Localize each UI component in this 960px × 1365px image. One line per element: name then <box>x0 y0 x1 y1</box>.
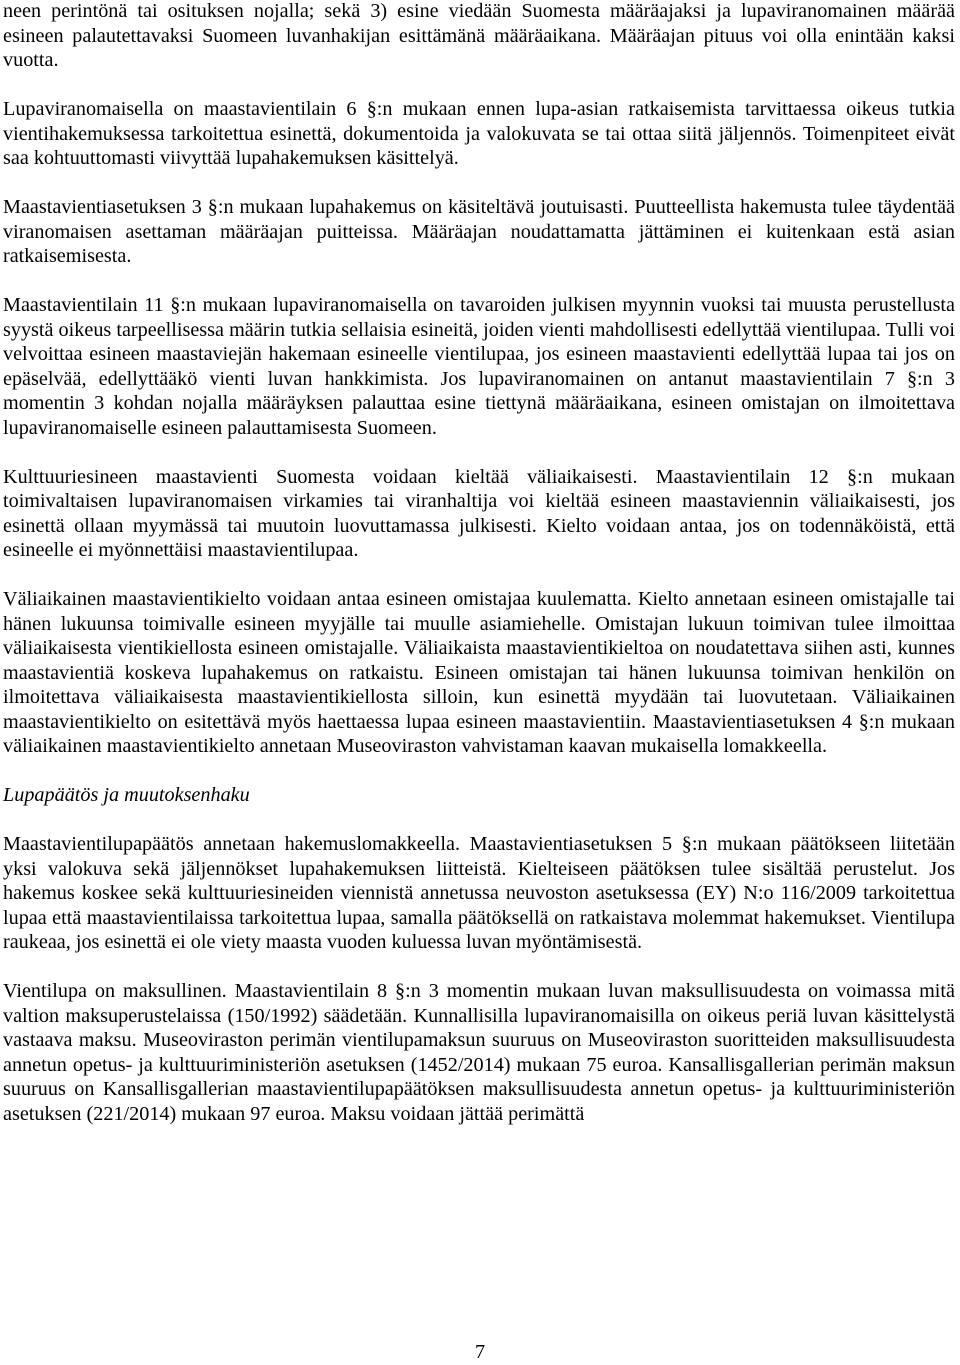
paragraph-temporary-ban-notice: Väliaikainen maastavientikielto voidaan antaa esineen omistajaa kuulematta. Kielto annetaan esineen omistajalle tai hänen lukuunsa toimivalle esineen myyjälle tai muulle asiamiehelle. Omistajan lukuun toimivan tulee ilmoittaa väliaikaisesta vientikiellosta esineen omistajalle. Väliaikaista maastavientikieltoa on noudatettava siihen asti, kunnes maastavientiä koskeva lupahakemus on ratkaistu. Esineen omistajan tai hänen lukuunsa toimivan henkilön on ilmoitettava väliaikaisesta maastavientikiellosta silloin, kun esinettä myydään tai luovutetaan. Väliaikainen maastavientikielto on esitettävä myös haettaessa lupaa esineen maastavientiin. Maastavientiasetuksen 4 §:n mukaan väliaikainen maastavientikielto annetaan Museoviraston vahvistaman kaavan mukaisella lomakkeella. <box>3 588 955 757</box>
section-heading-decision-appeal: Lupapäätös ja muutoksenhaku <box>3 784 250 806</box>
paragraph-customs-inspection: Maastavientilain 11 §:n mukaan lupaviranomaisella on tavaroiden julkisen myynnin vuoksi tai muusta perustellusta syystä oikeus tarpeellisessa määrin tutkia sellaisia esineitä, joiden vienti mahdollisesti edellyttää vientilupaa. Tulli voi velvoittaa esineen maastaviejän hakemaan esineelle vientilupaa, jos esineen maastavienti edellyttää lupaa tai jos on epäselvää, edellyttääkö vienti luvan hankkimista. Jos lupaviranomainen on antanut maastavientilain 7 §:n 3 momentin 3 kohdan nojalla määräyksen palauttaa esine tiettynä määräaikana, esineen omistajan on ilmoitettava lupaviranomaiselle esineen palauttamisesta Suomeen. <box>3 294 955 439</box>
paragraph-export-conditions: neen perintönä tai osituksen nojalla; sekä 3) esine viedään Suomesta määräajaksi ja lupaviranomainen määrää esineen palautettavaksi Suomeen luvanhakijan esittämänä määräaikana. Määräajan pituus voi olla enintään kaksi vuotta. <box>3 0 955 71</box>
page-number: 7 <box>474 1341 486 1363</box>
paragraph-temporary-ban: Kulttuuriesineen maastavienti Suomesta voidaan kieltää väliaikaisesti. Maastavientilain 12 §:n mukaan toimivaltaisen lupaviranomaisen virkamies tai viranhaltija voi kieltää esineen maastaviennin väliaikaisesti, jos esinettä ollaan myymässä tai muutoin luovuttamassa julkisesti. Kielto voidaan antaa, jos on todennäköistä, että esineelle ei myönnettäisi maastavientilupaa. <box>3 465 955 561</box>
paragraph-processing-time: Maastavientiasetuksen 3 §:n mukaan lupahakemus on käsiteltävä joutuisasti. Puutteellista hakemusta tulee täydentää viranomaisen asettaman määräajan puitteissa. Määräajan noudattamatta jättäminen ei kuitenkaan estä asian ratkaisemisesta. <box>3 196 955 267</box>
document-body <box>3 0 955 1151</box>
paragraph-permit-decision: Maastavientilupapäätös annetaan hakemuslomakkeella. Maastavientiasetuksen 5 §:n mukaan päätökseen liitetään yksi valokuva sekä jäljennökset lupahakemuksen liitteistä. Kielteiseen päätöksen tulee sisältää perustelut. Jos hakemus koskee sekä kulttuuriesineiden viennistä annetussa neuvoston asetuksessa (EY) N:o 116/2009 tarkoitettua lupaa että maastavientilaissa tarkoitettua lupaa, samalla päätöksellä on ratkaistava molemmat hakemukset. Vientilupa raukeaa, jos esinettä ei ole viety maasta vuoden kuluessa luvan myöntämisestä. <box>3 833 955 953</box>
paragraph-permit-fee: Vientilupa on maksullinen. Maastavientilain 8 §:n 3 momentin mukaan luvan maksullisuudesta on voimassa mitä valtion maksuperustelaissa (150/1992) säädetään. Kunnallisilla lupaviranomaisilla on oikeus periä luvan käsittelystä vastaava maksu. Museoviraston perimän vientilupamaksun suuruus on Museoviraston suoritteiden maksullisuudesta annetun opetus- ja kulttuuriministeriön asetuksen (1452/2014) mukaan 75 euroa. Kansallisgallerian perimän maksun suuruus on Kansallisgallerian maastavientilupapäätöksen maksullisuudesta annetun opetus- ja kulttuuriministeriön asetuksen (221/2014) mukaan 97 euroa. Maksu voidaan jättää perimättä <box>3 980 955 1125</box>
paragraph-inspection-right: Lupaviranomaisella on maastavientilain 6 §:n mukaan ennen lupa-asian ratkaisemista tarvittaessa oikeus tutkia vientihakemuksessa tarkoitettua esinettä, dokumentoida ja valokuvata se tai ottaa siitä jäljennös. Toimenpiteet eivät saa kohtuuttomasti viivyttää lupahakemuksen käsittelyä. <box>3 98 955 169</box>
